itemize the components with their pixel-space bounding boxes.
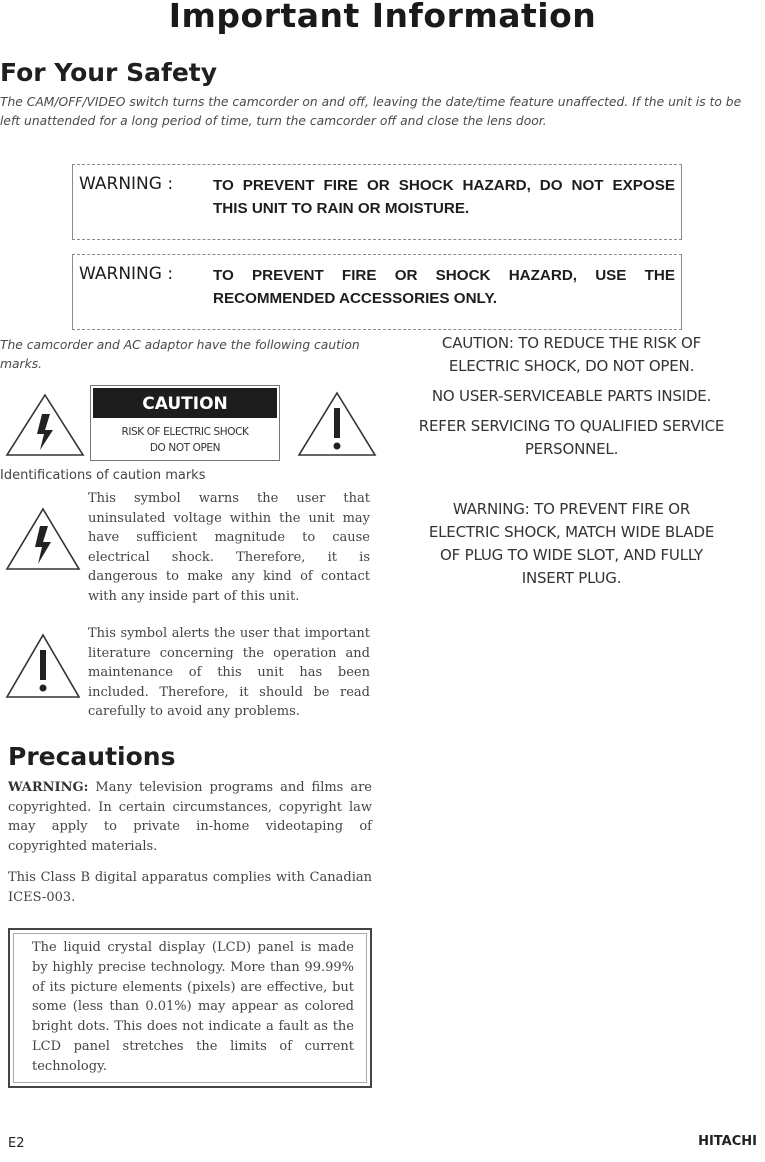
warning-box-accessories (72, 254, 682, 330)
warning-text: TO PREVENT FIRE OR SHOCK HAZARD, USE THE RECOMMENDED ACCESSORIES ONLY. (213, 267, 675, 307)
lcd-note-box (8, 928, 372, 1088)
copyright-warning-label: WARNING: (8, 780, 89, 795)
caution-line: PERSONNEL. (524, 440, 619, 458)
exclamation-symbol-description: This symbol alerts the user that important literature concerning the operation and maintenance of this unit has been included. Therefore, it should be read carefully to avoid any problems. (88, 626, 370, 719)
warning-line: ELECTRIC SHOCK, MATCH WIDE BLADE (428, 523, 715, 541)
identifications-heading: Identifications of caution marks (0, 468, 206, 483)
warning-text: TO PREVENT FIRE OR SHOCK HAZARD, DO NOT EXPOSE THIS UNIT TO RAIN OR MOISTURE. (213, 177, 675, 217)
warning-line: OF PLUG TO WIDE SLOT, AND FULLY (440, 546, 703, 564)
warning-line: WARNING: TO PREVENT FIRE OR (452, 500, 691, 518)
warning-label: WARNING : (79, 264, 174, 284)
caution-line: REFER SERVICING TO QUALIFIED SERVICE (418, 417, 725, 435)
lightning-warning-icon (4, 392, 86, 458)
page-title: Important Information (168, 0, 597, 35)
exclamation-warning-icon (296, 390, 378, 458)
safety-intro: The CAM/OFF/VIDEO switch turns the camcorder on and off, leaving the date/time feature unaffected. If the unit is to be left unattended for a long period of time, turn the camcorder off and close the lens door. (0, 95, 742, 128)
caution-label-line: DO NOT OPEN (149, 442, 221, 454)
caution-label-body (91, 424, 279, 456)
caution-label-title: CAUTION (91, 386, 279, 420)
caution-line: ELECTRIC SHOCK, DO NOT OPEN. (448, 357, 695, 375)
lightning-symbol-description: This symbol warns the user that uninsulated voltage within the unit may have sufficient magnitude to cause electrical shock. Therefore, it is dangerous to make any kind of contact with any inside part of this unit. (88, 491, 370, 604)
lcd-note-text: The liquid crystal display (LCD) panel is made by highly precise technology. More than 99.99% of its picture elements (pixels) are effective, but some (less than 0.01%) may appear as colored bright dots. This does not indicate a fault as the LCD panel stretches the limits of current technology. (32, 940, 354, 1074)
caution-label-line: RISK OF ELECTRIC SHOCK (121, 426, 249, 438)
brand-name: HITACHI (698, 1134, 757, 1149)
safety-heading: For Your Safety (0, 58, 218, 87)
page-number: E2 (8, 1136, 25, 1151)
precautions-heading: Precautions (8, 742, 176, 771)
caution-label (90, 385, 280, 461)
exclamation-warning-icon (4, 632, 82, 700)
caution-line: CAUTION: TO REDUCE THE RISK OF (441, 334, 702, 352)
class-b-statement: This Class B digital apparatus complies with Canadian ICES-003. (8, 870, 372, 905)
right-caution-text (378, 332, 765, 461)
lightning-warning-icon (4, 506, 82, 572)
caution-marks-intro: The camcorder and AC adaptor have the following caution marks. (0, 338, 360, 371)
warning-box-rain (72, 164, 682, 240)
copyright-warning (8, 778, 372, 856)
caution-line: NO USER-SERVICEABLE PARTS INSIDE. (431, 387, 712, 405)
right-warning-text (378, 498, 765, 590)
warning-label: WARNING : (79, 174, 174, 194)
warning-line: INSERT PLUG. (521, 569, 622, 587)
copyright-warning-text: Many television programs and films are copyrighted. In certain circumstances, copyright law may apply to private in-home videotaping of copyrighted materials. (8, 780, 372, 854)
